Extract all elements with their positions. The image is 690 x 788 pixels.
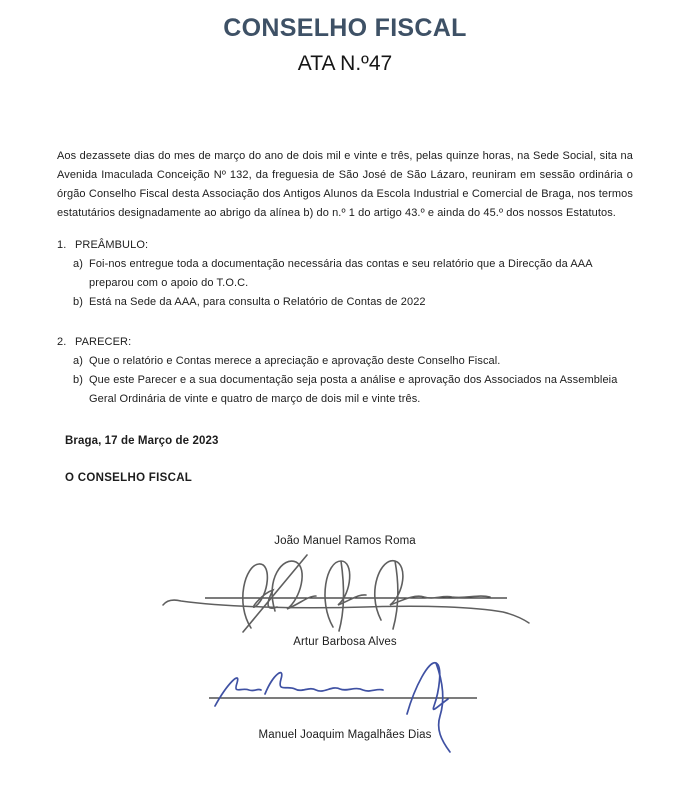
- section-number: 2.: [57, 336, 67, 348]
- document-title: CONSELHO FISCAL: [223, 14, 467, 42]
- item-label: a): [73, 355, 83, 367]
- item-text: Está na Sede da AAA, para consulta o Relatório de Contas de 2022: [89, 296, 426, 308]
- section-title: PREÂMBULO:: [75, 239, 149, 251]
- item-label: a): [73, 258, 83, 270]
- document-subtitle: ATA N.º47: [297, 52, 393, 75]
- signatory-name: Manuel Joaquim Magalhães Dias: [258, 729, 432, 741]
- item-text: Que o relatório e Contas merece a apreciação e aprovação deste Conselho Fiscal.: [89, 355, 501, 367]
- signatory-name: João Manuel Ramos Roma: [274, 535, 416, 547]
- signatory-name: Artur Barbosa Alves: [293, 636, 397, 648]
- section-preambulo: [57, 235, 633, 312]
- intro-paragraph: Aos dezassete dias do mes de março do ano de dois mil e vinte e três, pelas quinze horas, na Sede Social, sita na Avenida Imaculada Conceição Nº 132, da freguesia de São José de São Lázaro, reuniram em sessão ordinária o órgão Conselho Fiscal desta Associação dos Antigos Alunos da Escola Industrial e Comercial de Braga, nos termos estatutários designadamente ao abrigo da alínea b) do n.º 1 do artigo 43.º e ainda do 45.º dos nossos Estatutos.: [57, 150, 633, 219]
- closing-line: O CONSELHO FISCAL: [65, 472, 193, 484]
- blue-ink-signature: [185, 650, 505, 720]
- item-label: b): [73, 296, 83, 308]
- item-label: b): [73, 374, 83, 386]
- document-body: [0, 147, 690, 743]
- dark-ink-signature: [155, 549, 535, 633]
- section-items: [73, 255, 633, 312]
- item-text: Foi-nos entregue toda a documentação necessária das contas e seu relatório que a Direcção da AAA preparou com o apoio do T.O.C.: [89, 258, 593, 289]
- signatures-block: [57, 534, 633, 743]
- list-item: [73, 352, 633, 371]
- section-title: PARECER:: [75, 336, 132, 348]
- section-number: 1.: [57, 239, 67, 251]
- item-text: Que este Parecer e a sua documentação seja posta a análise e aprovação dos Associados na Assembleia Geral Ordinária de vinte e quatro de março de dois mil e vinte três.: [89, 374, 618, 405]
- section-heading: [57, 235, 633, 255]
- section-parecer: [57, 332, 633, 409]
- list-item: [73, 255, 633, 293]
- section-items: [73, 352, 633, 409]
- list-item: [73, 371, 633, 409]
- date-line: Braga, 17 de Março de 2023: [65, 435, 219, 447]
- list-item: [73, 293, 633, 312]
- section-heading: [57, 332, 633, 352]
